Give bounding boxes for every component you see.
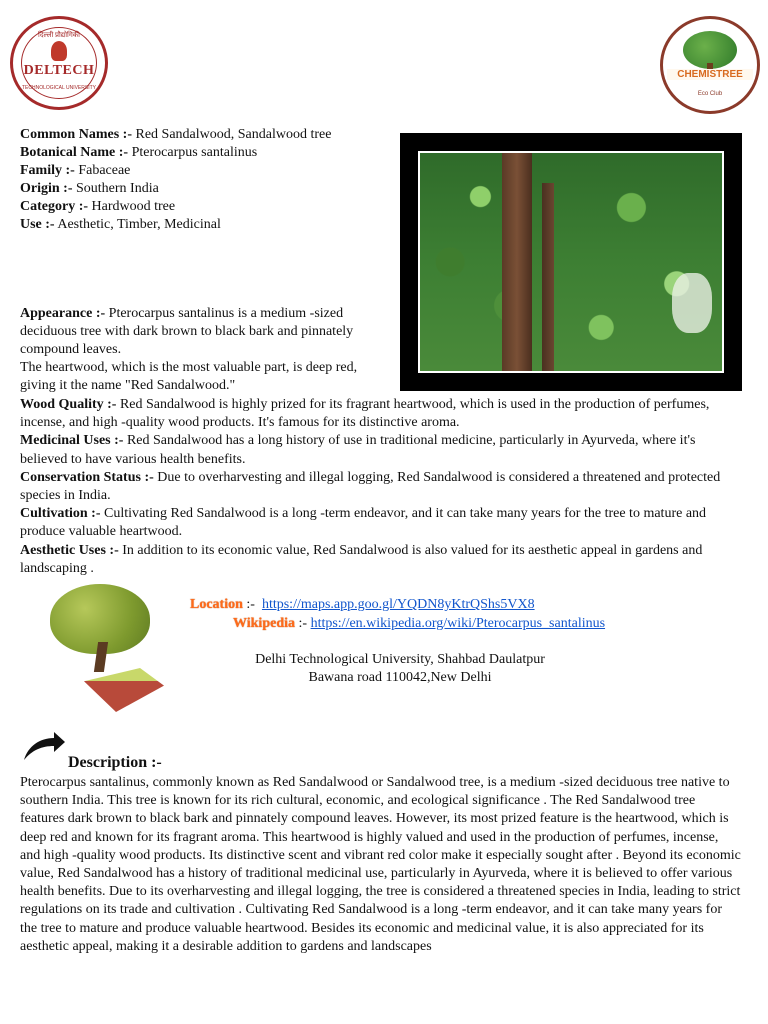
fact-use: Use :- Aesthetic, Timber, Medicinal [20, 217, 221, 232]
location-label: Location [190, 597, 243, 612]
location-row [190, 596, 535, 614]
fact-family: Family :- Fabaceae [20, 163, 131, 178]
location-link[interactable]: https://maps.app.goo.gl/YQDN8yKtrQShs5VX8 [261, 597, 535, 612]
appearance-line-4: The heartwood, which is the most valuable part, is deep red, [20, 360, 358, 375]
tree-photo [418, 151, 724, 373]
facts-list [20, 126, 331, 234]
appearance-line-3: compound leaves. [20, 342, 122, 357]
bonsai-pot [84, 668, 164, 712]
address-line-2: Bawana road 110042,New Delhi [308, 670, 492, 685]
appearance-line-5: giving it the name "Red Sandalwood." [20, 378, 236, 393]
fact-common-names: Common Names :- Red Sandalwood, Sandalwood tree [20, 127, 332, 142]
dtu-logo-bottom-text: TECHNOLOGICAL UNIVERSITY [22, 85, 96, 91]
chemistree-logo-text: CHEMISTREE [667, 69, 753, 80]
photo-sky-patch [672, 273, 712, 333]
wikipedia-link[interactable]: https://en.wikipedia.org/wiki/Pterocarpus_santalinus [310, 616, 606, 631]
medicinal-uses: Medicinal Uses :- Red Sandalwood has a long history of use in traditional medicine, particularly in Ayurveda, where it's believed to have various health benefits. [20, 433, 696, 467]
photo-trunk-secondary [542, 183, 554, 373]
cultivation: Cultivation :- Cultivating Red Sandalwood is a long -term endeavor, and it can take many years for the tree to mature and produce valuable heartwood. [20, 506, 707, 540]
description-heading: Description :- [68, 754, 162, 771]
dtu-logo-text: DELTECH [23, 63, 95, 78]
fact-botanical-name: Botanical Name :- Pterocarpus santalinus [20, 145, 258, 160]
wikipedia-label: Wikipedia [233, 616, 295, 631]
conservation-status: Conservation Status :- Due to overharvesting and illegal logging, Red Sandalwood is considered a threatened and protected species in India. [20, 469, 721, 504]
address [200, 651, 600, 687]
photo-trunk [502, 153, 532, 373]
description-body: Pterocarpus santalinus, commonly known as Red Sandalwood or Sandalwood tree, is a medium -sized deciduous tree native to southern India. This tree is known for its rich cultural, economic, and ecological significance . The Red Sandalwood tree features dark brown to black bark and pinnately compound leaves. However, its most prized feature is the heartwood, which is deep red and known for its fragrant aroma. This heartwood is highly valued and used in the production of perfumes, incense, and high -quality wood products. Its distinctive scent and vibrant red color make it especially sought after . Beyond its economic value, Red Sandalwood has a history of traditional medicinal use, particularly in Ayurveda, where it is believed to offer various health benefits. Due to its overharvesting and illegal logging, the tree is considered a threatened species in India, leading to strict regulations on its trade and cultivation . Cultivating Red Sandalwood is a long -term endeavor, and it can take many years for the tree to mature and produce valuable heartwood. Besides its economic and medicinal value, it is also appreciated for its aesthetic appeal, making it a desirable addition to gardens and landscapes [20, 775, 741, 954]
appearance-section [20, 305, 400, 395]
dtu-logo-arc-text: दिल्ली प्रौद्योगिकी [38, 31, 80, 39]
appearance-line-1: Appearance :- Pterocarpus santalinus is a medium -sized [20, 306, 344, 321]
appearance-line-2: deciduous tree with dark brown to black bark and pinnately [20, 324, 354, 339]
fact-category: Category :- Hardwood tree [20, 199, 176, 214]
location-sep: :- [242, 597, 255, 612]
flame-icon [51, 41, 67, 61]
dtu-logo [10, 16, 108, 110]
details-section [20, 396, 742, 578]
curved-arrow-icon [22, 730, 66, 762]
chemistree-logo-bottom-text: Eco Club [697, 91, 723, 97]
aesthetic-uses: Aesthetic Uses :- In addition to its economic value, Red Sandalwood is also valued for its aesthetic appeal in gardens and landscaping . [20, 542, 703, 576]
wikipedia-row [233, 615, 605, 633]
tree-photo-frame [400, 133, 742, 391]
address-line-1: Delhi Technological University, Shahbad Daulatpur [255, 652, 545, 667]
bonsai-tree-illustration [44, 582, 168, 724]
wood-quality: Wood Quality :- Red Sandalwood is highly prized for its fragrant heartwood, which is used in the production of perfumes, incense, and high -quality wood products. It's famous for its distinctive aroma. [20, 397, 710, 431]
wikipedia-sep: :- [295, 616, 308, 631]
fact-origin: Origin :- Southern India [20, 181, 159, 196]
chemistree-logo [660, 16, 760, 114]
